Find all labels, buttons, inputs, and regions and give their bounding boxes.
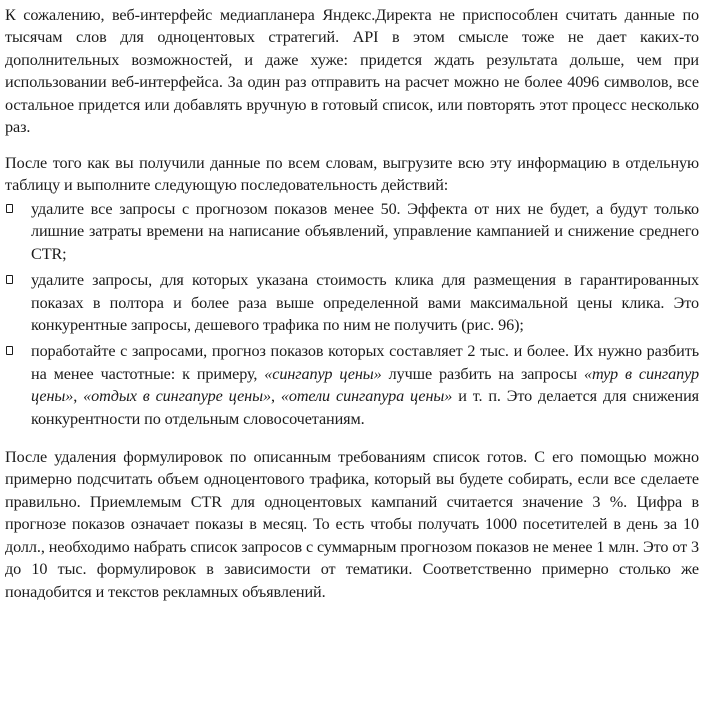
text-run: ,	[270, 387, 281, 406]
text-run: поработайте с запросами, прогноз показов которых составляет 2 тыс. и более. Их нужно разбить на менее частотные: к примеру,	[31, 342, 699, 383]
list-item-text	[31, 342, 699, 427]
example-query: «тур в сингапур цены»	[31, 364, 699, 406]
steps-list	[5, 198, 699, 430]
example-query: «отели сингапура цены»	[280, 387, 453, 406]
checkbox-bullet-icon	[6, 275, 13, 284]
example-query: «сингапур цены»	[264, 364, 382, 383]
paragraph-steps-intro: После того как вы получили данные по всем словам, выгрузите всю эту информацию в отдельную таблицу и выполните следующую последовательность действий:	[5, 154, 699, 195]
book-page	[5, 4, 699, 704]
list-item	[5, 340, 699, 430]
paragraph-conclusion: После удаления формулировок по описанным требованиям список готов. С его помощью можно примерно подсчитать объем одноцентового трафика, который вы будете собирать, если все сделаете правильно. Приемлемым CTR для одноцентовых кампаний считается значение 3 %. Цифра в прогнозе показов означает показы в месяц. То есть чтобы получать 1000 посетителей в день за 10 долл., необходимо набрать список запросов с суммарным прогнозом показов не менее 1 млн. Это от 3 до 10 тыс. формулировок в зависимости от тематики. Соответственно примерно столько же понадобится и текстов рекламных объявлений.	[5, 448, 699, 601]
checkbox-bullet-icon	[6, 204, 13, 213]
text-run: ,	[73, 387, 84, 406]
checkbox-bullet-icon	[6, 346, 13, 355]
example-query: «отдых в сингапуре цены»	[83, 387, 271, 406]
paragraph-intro: К сожалению, веб-интерфейс медиапланера Яндекс.Директа не приспособлен считать данные по тысячам слов для одноцентовых стратегий. API в этом смысле тоже не дает каких-то дополнительных возможностей, и даже хуже: придется ждать результата дольше, чем при использовании веб-интерфейса. За один раз отправить на расчет можно не более 4096 символов, все остальное придется или добавлять вручную в готовый список, или повторять этот процесс несколько раз.	[5, 6, 699, 137]
list-item-text: удалите запросы, для которых указана стоимость клика для размещения в гарантированных показах в полтора и более раза выше определенной вами максимальной цены клика. Это конкурентные запросы, дешевого трафика по ним не получить (рис. 96);	[31, 271, 699, 335]
text-run: лучше разбить на запросы	[381, 364, 584, 383]
list-item	[5, 198, 699, 265]
text-run: и т. п. Это делается для снижения конкурентности по отдельным словосочетаниям.	[31, 387, 699, 428]
list-item-text: удалите все запросы с прогнозом показов менее 50. Эффекта от них не будет, а будут только лишние затраты времени на написание объявлений, управление кампанией и снижение среднего CTR;	[31, 200, 699, 263]
list-item	[5, 269, 699, 336]
